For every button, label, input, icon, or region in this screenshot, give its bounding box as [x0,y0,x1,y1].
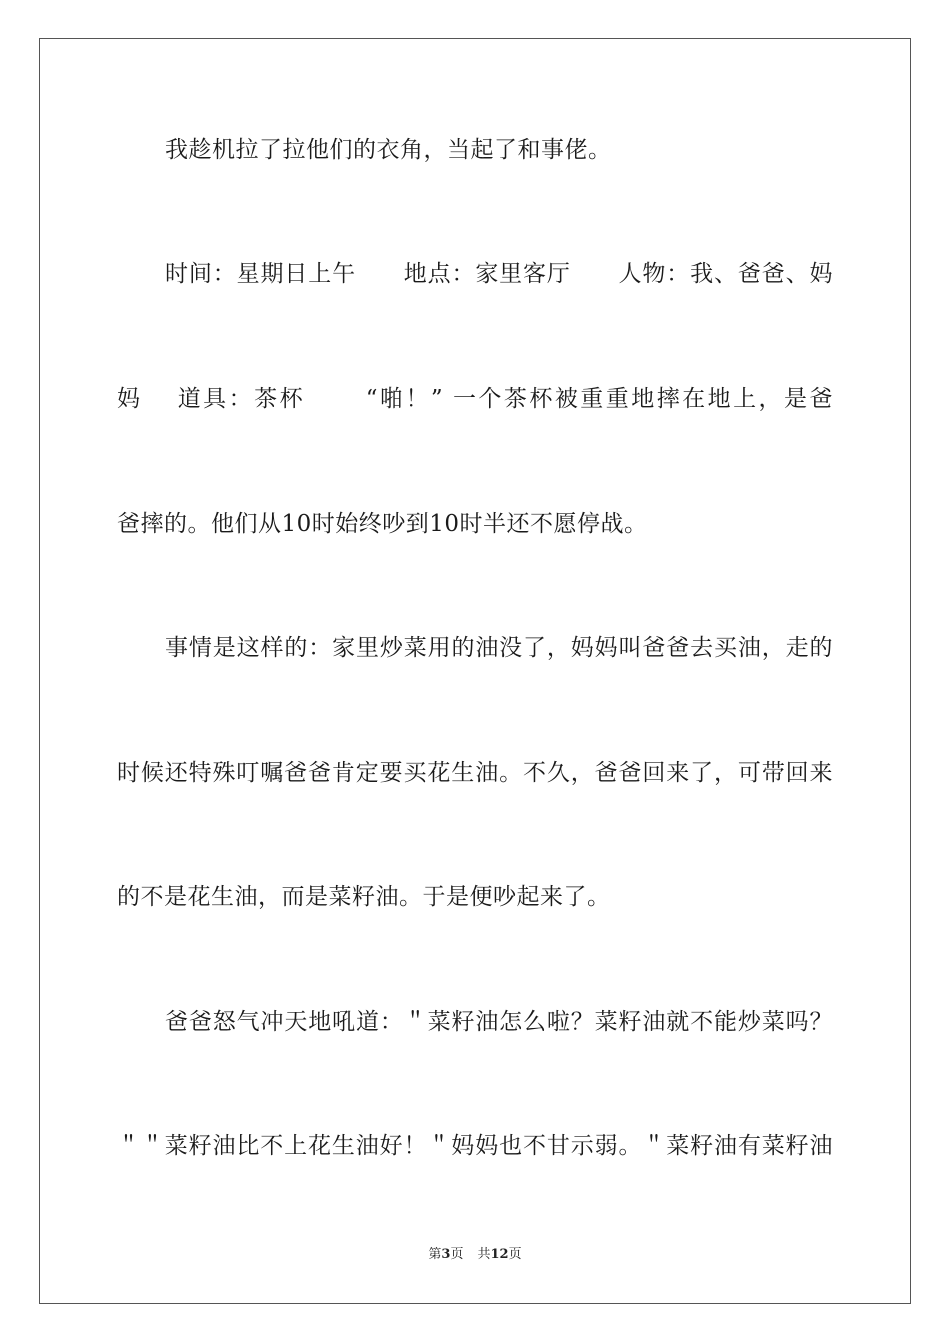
text-line-4: 爸摔的。他们从10时始终吵到10时半还不愿停战。 [117,511,648,537]
total-prefix: 共 [477,1247,491,1262]
text-line-3: 妈 道具：茶杯 “啪！” 一个茶杯被重重地摔在地上，是爸 [117,386,833,412]
text-line-6: 时候还特殊叮嘱爸爸肯定要买花生油。不久，爸爸回来了，可带回来 [117,760,833,786]
text-line-9: ＂＂菜籽油比不上花生油好！＂妈妈也不甘示弱。＂菜籽油有菜籽油 [117,1133,833,1159]
total-pages: 12 [490,1247,509,1262]
text-line-2: 时间：星期日上午 地点：家里客厅 人物：我、爸爸、妈 [165,261,833,287]
page-border [39,38,911,1304]
total-suffix: 页 [508,1247,522,1262]
text-line-7: 的不是花生油，而是菜籽油。于是便吵起来了。 [117,884,611,910]
page-footer [0,1246,950,1264]
page-suffix: 页 [450,1247,464,1262]
page-prefix: 第 [428,1247,442,1262]
page-number: 3 [441,1247,451,1262]
text-line-1: 我趁机拉了拉他们的衣角，当起了和事佬。 [165,137,612,163]
text-line-5: 事情是这样的：家里炒菜用的油没了，妈妈叫爸爸去买油，走的 [165,635,833,661]
text-line-8: 爸爸怒气冲天地吼道：＂菜籽油怎么啦？菜籽油就不能炒菜吗？ [165,1009,833,1035]
